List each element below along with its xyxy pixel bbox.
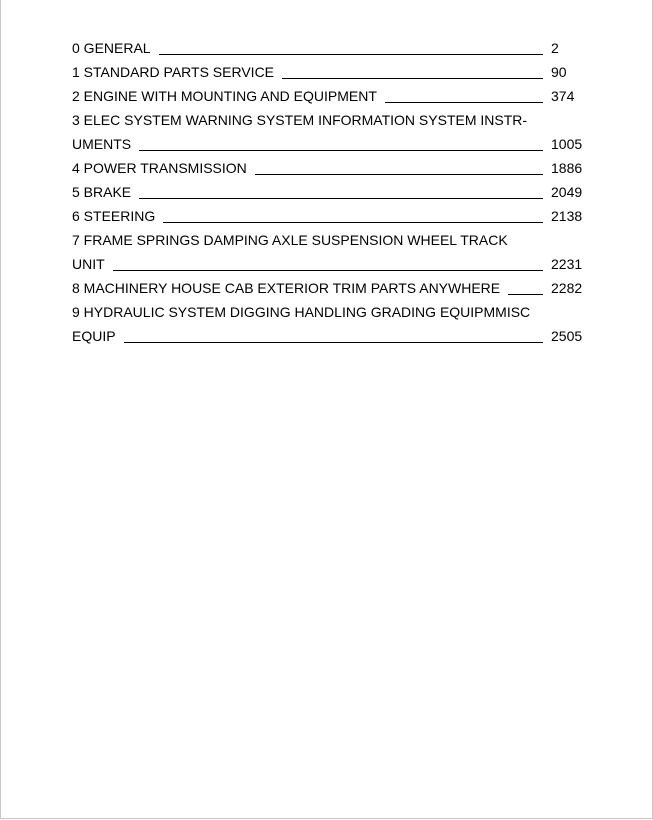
toc-entry-engine[interactable]	[72, 84, 583, 108]
toc-row	[72, 36, 583, 60]
toc-entry-power-transmission[interactable]	[72, 156, 583, 180]
toc-page-number: 374	[551, 88, 575, 104]
toc-entry-frame-springs[interactable]	[72, 228, 583, 276]
toc-entry-title-line: 3 ELEC SYSTEM WARNING SYSTEM INFORMATION SYSTEM INSTR-	[72, 112, 528, 128]
dot-leader	[139, 198, 543, 199]
toc-entry-title: 2 ENGINE WITH MOUNTING AND EQUIPMENT	[72, 88, 377, 104]
dot-leader	[282, 78, 543, 79]
toc-row	[72, 60, 583, 84]
toc-entry-title: 0 GENERAL	[72, 40, 151, 56]
toc-entry-title: EQUIP	[72, 328, 116, 344]
toc-row	[72, 156, 583, 180]
toc-entry-standard-parts-service[interactable]	[72, 60, 583, 84]
toc-entry-title-line: 7 FRAME SPRINGS DAMPING AXLE SUSPENSION WHEEL TRACK	[72, 232, 508, 248]
toc-row	[72, 132, 583, 156]
toc-entry-title: 5 BRAKE	[72, 184, 132, 200]
dot-leader	[255, 174, 543, 175]
toc-row	[72, 252, 583, 276]
toc-entry-machinery-house[interactable]	[72, 276, 583, 300]
dot-leader	[113, 270, 543, 271]
toc-page-number: 1005	[551, 136, 583, 152]
toc-entry-title: 8 MACHINERY HOUSE CAB EXTERIOR TRIM PARTS ANYWHERE	[72, 280, 501, 296]
toc-entry-title: UNIT	[72, 256, 105, 272]
toc-page-number: 2231	[551, 256, 583, 272]
dot-leader	[163, 222, 543, 223]
toc-row	[72, 180, 583, 204]
toc-row	[72, 204, 583, 228]
toc-entry-brake[interactable]	[72, 180, 583, 204]
toc-entry-elec-system[interactable]	[72, 108, 583, 156]
dot-leader	[385, 102, 543, 103]
toc-page-number: 1886	[551, 160, 583, 176]
dot-leader	[159, 54, 543, 55]
toc-page-number: 90	[551, 64, 567, 80]
dot-leader	[124, 342, 543, 343]
toc-entry-title: 1 STANDARD PARTS SERVICE	[72, 64, 275, 80]
toc-entry-title: 4 POWER TRANSMISSION	[72, 160, 247, 176]
toc-row	[72, 276, 583, 300]
toc-entry-hydraulic-system[interactable]	[72, 300, 583, 348]
toc-row	[72, 324, 583, 348]
toc-page-number: 2049	[551, 184, 583, 200]
toc-entry-title-line: 9 HYDRAULIC SYSTEM DIGGING HANDLING GRADING EQUIPMMISC	[72, 304, 531, 320]
toc-entry-title: 6 STEERING	[72, 208, 156, 224]
dot-leader	[508, 294, 543, 295]
dot-leader	[139, 150, 543, 151]
toc-row	[72, 84, 583, 108]
toc-page-number: 2	[551, 40, 559, 56]
toc-entry-steering[interactable]	[72, 204, 583, 228]
toc-entry-title: UMENTS	[72, 136, 132, 152]
toc-page-number: 2282	[551, 280, 583, 296]
toc-entry-general[interactable]	[72, 36, 583, 60]
table-of-contents	[72, 36, 583, 348]
toc-page-number: 2138	[551, 208, 583, 224]
toc-page-number: 2505	[551, 328, 583, 344]
